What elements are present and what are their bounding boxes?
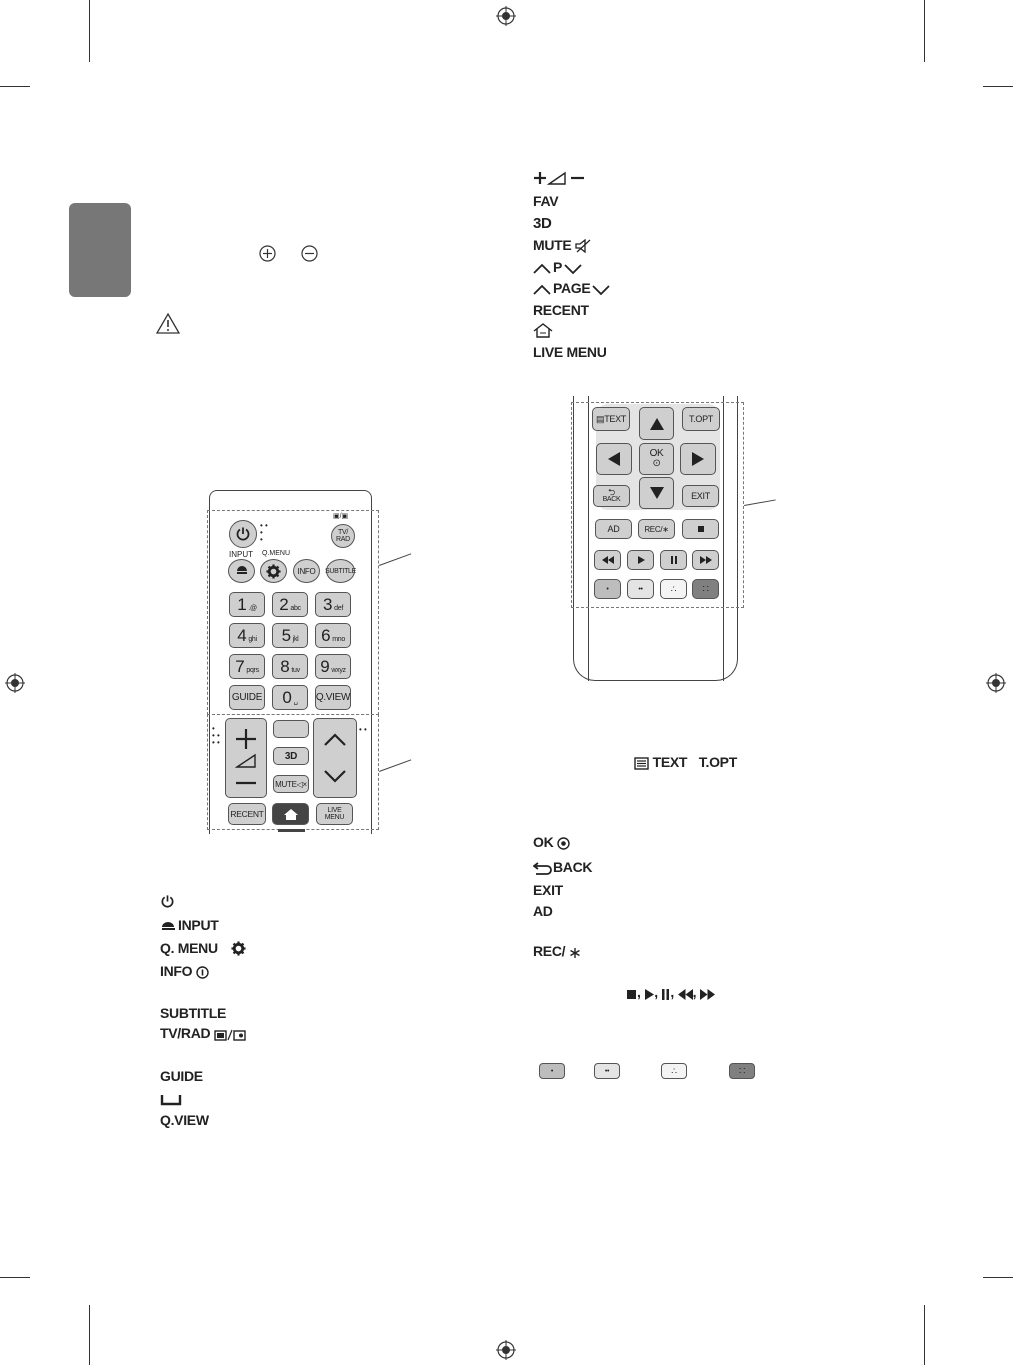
color-green-icon bbox=[594, 1063, 620, 1079]
text-button-label: TEXT bbox=[604, 414, 627, 424]
digit-label: 2 bbox=[279, 594, 289, 614]
topt-button-label: T.OPT bbox=[688, 414, 713, 424]
exit-button-label: EXIT bbox=[691, 491, 710, 501]
info-button-label: INFO bbox=[297, 566, 316, 576]
label-livemenu: LIVE MENU bbox=[533, 344, 607, 360]
label-program bbox=[533, 259, 582, 275]
play-icon bbox=[637, 556, 645, 564]
label-back-text: BACK bbox=[553, 859, 593, 875]
digit-label: 0 bbox=[282, 687, 292, 707]
label-topt-text: T.OPT bbox=[698, 754, 737, 770]
space-mark: ␣ bbox=[293, 698, 298, 705]
home-icon bbox=[533, 323, 553, 339]
label-mute bbox=[533, 237, 591, 253]
sep: , bbox=[670, 984, 678, 1000]
plus-circle-icon bbox=[259, 245, 276, 262]
rec-button-label: REC/∗ bbox=[644, 524, 669, 534]
label-ad: AD bbox=[533, 903, 553, 919]
input-icon bbox=[160, 921, 178, 933]
digit-sub: jkl bbox=[292, 636, 299, 643]
label-ok-text: OK bbox=[533, 834, 554, 850]
qview-button-label: Q.VIEW bbox=[315, 692, 351, 703]
recent-button[interactable] bbox=[228, 803, 266, 825]
input-button[interactable] bbox=[228, 559, 255, 583]
color-dot-label: •• bbox=[638, 585, 643, 593]
digit-label: 7 bbox=[235, 656, 245, 676]
ad-button[interactable] bbox=[595, 519, 632, 539]
guide-button-label: GUIDE bbox=[231, 692, 263, 703]
rec-button[interactable] bbox=[638, 519, 675, 539]
power-button[interactable] bbox=[229, 520, 257, 548]
fastforward-icon bbox=[700, 556, 712, 564]
chevron-up-icon bbox=[533, 263, 551, 275]
down-button[interactable] bbox=[639, 477, 674, 509]
color-dot-label: ∷ bbox=[702, 583, 709, 595]
label-volume bbox=[533, 170, 585, 186]
chevron-up-icon bbox=[533, 284, 551, 296]
label-page bbox=[533, 280, 610, 296]
topt-button[interactable] bbox=[682, 407, 720, 431]
rewind-icon bbox=[678, 989, 693, 1000]
stop-button[interactable] bbox=[682, 519, 719, 539]
gear-icon bbox=[231, 941, 246, 956]
info-icon bbox=[196, 966, 209, 979]
threed-3-glyph: 3 bbox=[533, 215, 542, 232]
arrow-up-icon bbox=[649, 417, 665, 431]
digit-sub: ghi bbox=[248, 636, 257, 643]
digit-2-button[interactable] bbox=[272, 592, 308, 617]
qmenu-button[interactable] bbox=[260, 559, 287, 583]
digit-5-button[interactable] bbox=[272, 623, 308, 648]
label-guide: GUIDE bbox=[160, 1068, 203, 1084]
digit-label: 4 bbox=[237, 625, 247, 645]
mute-icon: ◁× bbox=[296, 779, 307, 789]
pause-button[interactable] bbox=[660, 550, 687, 570]
tv-radio-icon bbox=[214, 1028, 246, 1041]
label-playback bbox=[626, 984, 715, 1000]
label-input bbox=[160, 917, 219, 933]
label-power bbox=[160, 893, 175, 909]
color-dot-label: •• bbox=[604, 1067, 610, 1075]
registration-mark-icon bbox=[5, 673, 25, 693]
home-icon bbox=[283, 808, 299, 821]
power-icon bbox=[235, 526, 251, 542]
text-icon: ▤ bbox=[595, 413, 605, 424]
input-caption: INPUT bbox=[229, 550, 253, 559]
tvrad-button[interactable] bbox=[331, 524, 355, 548]
digit-sub: mno bbox=[332, 636, 345, 643]
digit-6-button[interactable] bbox=[315, 623, 351, 648]
mute-button-label: MUTE bbox=[275, 779, 297, 789]
input-icon bbox=[235, 565, 249, 577]
blue-button[interactable] bbox=[692, 579, 719, 599]
ok-dot-icon bbox=[557, 837, 570, 850]
tvrad-label-tv: TV/ bbox=[338, 529, 348, 536]
label-page-text: PAGE bbox=[553, 280, 591, 296]
digit-3-button[interactable] bbox=[315, 592, 351, 617]
power-dots: • • • • bbox=[260, 521, 268, 544]
label-back bbox=[533, 859, 592, 875]
label-fav: FAV bbox=[533, 193, 559, 209]
label-tvrad-text: TV/RAD bbox=[160, 1025, 211, 1041]
gear-icon bbox=[266, 564, 281, 579]
digit-8-button[interactable] bbox=[272, 654, 308, 679]
registration-mark-icon bbox=[496, 6, 516, 26]
yellow-button[interactable] bbox=[660, 579, 687, 599]
text-button[interactable] bbox=[592, 407, 630, 431]
label-3d bbox=[533, 215, 552, 232]
label-info bbox=[160, 963, 209, 979]
qview-button[interactable] bbox=[315, 685, 351, 710]
label-info-text: INFO bbox=[160, 963, 193, 979]
label-mute-text: MUTE bbox=[533, 237, 572, 253]
label-recent: RECENT bbox=[533, 302, 589, 318]
color-dot-label: • bbox=[550, 1067, 554, 1075]
crop-mark bbox=[89, 1305, 90, 1365]
arrow-down-icon bbox=[649, 486, 665, 500]
digit-9-button[interactable] bbox=[315, 654, 351, 679]
digit-label: 9 bbox=[320, 656, 330, 676]
language-tab bbox=[69, 203, 131, 297]
digit-label: 5 bbox=[281, 625, 291, 645]
digit-4-button[interactable] bbox=[229, 623, 265, 648]
guide-button[interactable] bbox=[229, 685, 265, 710]
livemenu-label-1: LIVE bbox=[327, 807, 342, 814]
label-exit: EXIT bbox=[533, 882, 563, 898]
caution-icon bbox=[155, 312, 181, 335]
mute-button[interactable] bbox=[273, 775, 309, 793]
up-button[interactable] bbox=[639, 407, 674, 440]
text-icon bbox=[634, 757, 649, 770]
color-yellow-icon bbox=[661, 1063, 687, 1079]
rewind-icon bbox=[602, 556, 614, 564]
volume-icon bbox=[231, 723, 261, 793]
exit-button[interactable] bbox=[682, 485, 719, 507]
stop-icon bbox=[697, 525, 705, 533]
tvrad-label-rad: RAD bbox=[336, 536, 350, 543]
leader-line bbox=[379, 759, 411, 772]
back-button[interactable] bbox=[593, 485, 630, 507]
sep: , bbox=[637, 984, 645, 1000]
stop-icon bbox=[626, 989, 637, 1000]
digit-sub: wxyz bbox=[331, 667, 346, 674]
crop-mark bbox=[983, 1277, 1013, 1278]
green-button[interactable] bbox=[627, 579, 654, 599]
left-button[interactable] bbox=[596, 443, 632, 475]
crop-mark bbox=[924, 0, 925, 62]
label-subtitle: SUBTITLE bbox=[160, 1005, 227, 1021]
home-button[interactable] bbox=[272, 803, 309, 825]
threed-button-label: 3D bbox=[284, 750, 298, 762]
rewind-button[interactable] bbox=[594, 550, 621, 570]
label-space bbox=[160, 1090, 182, 1106]
digit-sub: tuv bbox=[291, 667, 300, 674]
fastforward-button[interactable] bbox=[692, 550, 719, 570]
label-input-text: INPUT bbox=[178, 917, 219, 933]
color-dot-label: ∴ bbox=[670, 583, 677, 594]
label-text-topt bbox=[634, 754, 737, 770]
fav-button[interactable] bbox=[273, 720, 309, 738]
digit-label: 6 bbox=[321, 625, 331, 645]
ok-button-label: OK bbox=[649, 448, 664, 459]
label-qmenu-text: Q. MENU bbox=[160, 940, 218, 956]
digit-1-button[interactable] bbox=[229, 592, 265, 617]
space-icon bbox=[160, 1094, 182, 1106]
asterisk-icon bbox=[569, 947, 581, 959]
registration-mark-icon bbox=[986, 673, 1006, 693]
label-ok bbox=[533, 834, 570, 850]
arrow-right-icon bbox=[691, 451, 705, 467]
red-button[interactable] bbox=[594, 579, 621, 599]
tvrad-icon: ▣/▣ bbox=[333, 513, 349, 520]
color-dot-label: • bbox=[606, 585, 609, 593]
qmenu-caption: Q.MENU bbox=[262, 550, 290, 557]
label-rec-text: REC/ bbox=[533, 943, 566, 959]
label-home bbox=[533, 323, 553, 339]
label-program-text: P bbox=[553, 259, 563, 275]
chevron-down-icon bbox=[592, 284, 610, 296]
remote-top-cut-line bbox=[278, 829, 305, 832]
digit-sub: pqrs bbox=[246, 667, 259, 674]
back-arrow-icon: ⮌ bbox=[608, 487, 615, 497]
volume-rocker[interactable] bbox=[225, 718, 267, 798]
digit-sub: .@ bbox=[248, 605, 257, 612]
label-tvrad bbox=[160, 1025, 246, 1041]
leader-line bbox=[744, 499, 776, 506]
leader-line bbox=[379, 553, 411, 566]
arrow-left-icon bbox=[607, 451, 621, 467]
color-blue-icon bbox=[729, 1063, 755, 1079]
label-3d-text: D bbox=[541, 215, 552, 232]
threed-button[interactable] bbox=[273, 747, 309, 765]
livemenu-label-2: MENU bbox=[324, 814, 345, 821]
crop-mark bbox=[983, 86, 1013, 87]
power-icon bbox=[160, 894, 175, 909]
back-arrow-icon bbox=[533, 862, 553, 875]
ok-button[interactable] bbox=[639, 443, 674, 475]
label-qmenu bbox=[160, 940, 246, 956]
crop-mark bbox=[89, 0, 90, 62]
sep: , bbox=[692, 984, 700, 1000]
volume-dots: • • • • • bbox=[212, 724, 220, 747]
label-rec bbox=[533, 943, 581, 959]
play-button[interactable] bbox=[627, 550, 654, 570]
program-rocker[interactable] bbox=[313, 718, 357, 798]
digit-label: 1 bbox=[237, 594, 247, 614]
play-icon bbox=[644, 989, 654, 1000]
sep: , bbox=[654, 984, 662, 1000]
digit-label: 8 bbox=[280, 656, 290, 676]
subtitle-button-label: SUBTITLE bbox=[324, 567, 357, 575]
label-qview: Q.VIEW bbox=[160, 1112, 209, 1128]
label-text-text: TEXT bbox=[652, 754, 688, 770]
color-dot-label: ∷ bbox=[738, 1065, 746, 1077]
ok-dot-icon: ⊙ bbox=[652, 458, 661, 469]
registration-mark-icon bbox=[496, 1340, 516, 1360]
subtitle-button[interactable] bbox=[326, 559, 355, 583]
color-dot-label: ∴ bbox=[671, 1065, 677, 1076]
digit-sub: def bbox=[334, 605, 343, 612]
ad-button-label: AD bbox=[607, 524, 620, 534]
crop-mark bbox=[0, 1277, 30, 1278]
program-icon bbox=[320, 723, 350, 793]
program-dots: • • bbox=[359, 725, 367, 734]
digit-sub: abc bbox=[290, 605, 301, 612]
recent-button-label: RECENT bbox=[230, 809, 264, 819]
digit-label: 3 bbox=[323, 594, 333, 614]
minus-circle-icon bbox=[301, 245, 318, 262]
pause-icon bbox=[670, 556, 678, 564]
fastforward-icon bbox=[700, 989, 715, 1000]
crop-mark bbox=[924, 1305, 925, 1365]
volume-icon bbox=[533, 170, 585, 186]
right-button[interactable] bbox=[680, 443, 716, 475]
digit-0-button[interactable] bbox=[272, 685, 308, 710]
color-red-icon bbox=[539, 1063, 565, 1079]
info-button[interactable] bbox=[293, 559, 320, 583]
back-button-label: BACK bbox=[602, 496, 621, 503]
mute-icon bbox=[575, 239, 591, 253]
crop-mark bbox=[0, 86, 30, 87]
digit-7-button[interactable] bbox=[229, 654, 265, 679]
livemenu-button[interactable] bbox=[316, 803, 353, 825]
chevron-down-icon bbox=[564, 263, 582, 275]
